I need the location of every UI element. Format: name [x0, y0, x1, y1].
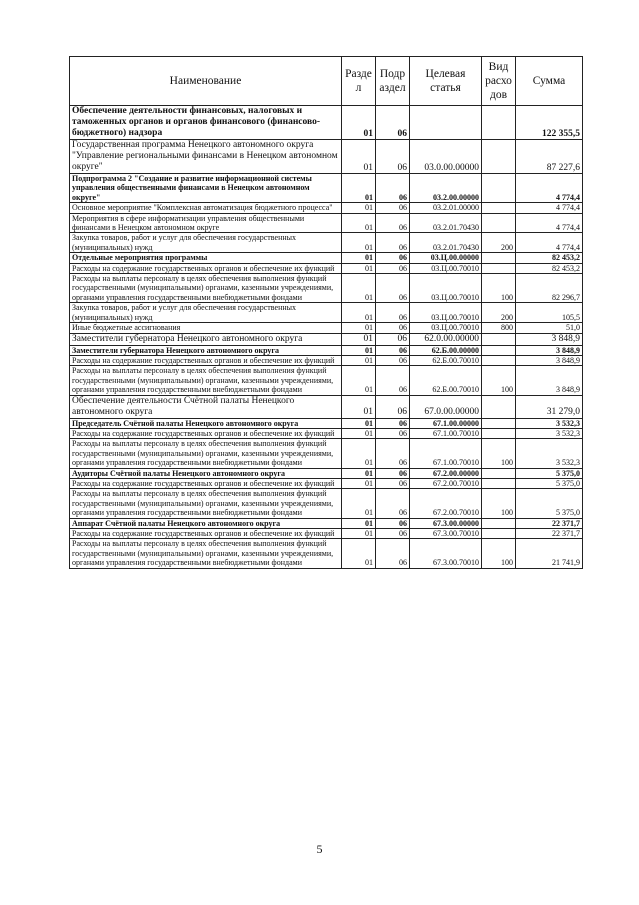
row-sum: 4 774,4 — [516, 213, 583, 233]
row-name: Аппарат Счётной палаты Ненецкого автономного округа — [70, 518, 342, 528]
row-sum: 82 453,2 — [516, 263, 583, 273]
row-section: 01 — [342, 263, 376, 273]
row-target: 67.2.00.00000 — [410, 468, 482, 478]
row-sum: 3 848,9 — [516, 355, 583, 365]
table-row — [70, 253, 583, 263]
page-number: 5 — [316, 842, 323, 856]
row-subsection: 06 — [376, 274, 410, 303]
table-row — [70, 203, 583, 213]
row-sum: 3 848,9 — [516, 366, 583, 395]
row-name: Председатель Счётной палаты Ненецкого автономного округа — [70, 418, 342, 428]
row-name: Мероприятия в сфере информатизации управления общественными финансами в Ненецком автономном округе — [70, 213, 342, 233]
header-sum: Сумма — [516, 57, 583, 106]
table-body — [70, 106, 583, 569]
row-section: 01 — [342, 274, 376, 303]
row-target: 03.2.01.70430 — [410, 233, 482, 253]
row-section: 01 — [342, 489, 376, 518]
row-name: Иные бюджетные ассигнования — [70, 323, 342, 333]
row-section: 01 — [342, 106, 376, 140]
row-name: Расходы на выплаты персоналу в целях обеспечения выполнения функций государственными (муниципальными) органами, казенными учреждениями, органами управления государственными внебюджетными фондами — [70, 366, 342, 395]
table-row — [70, 489, 583, 518]
row-kind — [482, 333, 516, 345]
row-kind — [482, 468, 516, 478]
row-sum: 4 774,4 — [516, 203, 583, 213]
row-section: 01 — [342, 366, 376, 395]
row-section: 01 — [342, 468, 376, 478]
row-sum: 5 375,0 — [516, 468, 583, 478]
row-target: 03.Ц.00.70010 — [410, 303, 482, 323]
row-subsection: 06 — [376, 439, 410, 468]
row-subsection: 06 — [376, 489, 410, 518]
header-row — [70, 57, 583, 106]
row-target: 03.Ц.00.00000 — [410, 253, 482, 263]
row-kind — [482, 345, 516, 355]
row-sum: 31 279,0 — [516, 395, 583, 418]
row-name: Аудиторы Счётной палаты Ненецкого автономного округа — [70, 468, 342, 478]
row-kind — [482, 263, 516, 273]
row-kind: 100 — [482, 366, 516, 395]
row-subsection: 06 — [376, 518, 410, 528]
row-subsection: 06 — [376, 263, 410, 273]
row-sum: 5 375,0 — [516, 489, 583, 518]
row-target: 67.3.00.70010 — [410, 539, 482, 568]
row-sum: 4 774,4 — [516, 174, 583, 203]
table-row — [70, 366, 583, 395]
row-subsection: 06 — [376, 428, 410, 438]
row-section: 01 — [342, 529, 376, 539]
row-kind: 100 — [482, 439, 516, 468]
row-subsection: 06 — [376, 106, 410, 140]
row-sum: 105,5 — [516, 303, 583, 323]
row-target: 67.1.00.00000 — [410, 418, 482, 428]
row-sum: 3 532,3 — [516, 439, 583, 468]
row-name: Заместители губернатора Ненецкого автономного округа — [70, 333, 342, 345]
row-target — [410, 106, 482, 140]
row-kind — [482, 478, 516, 488]
row-target: 67.1.00.70010 — [410, 439, 482, 468]
row-section: 01 — [342, 439, 376, 468]
row-target: 03.2.00.00000 — [410, 174, 482, 203]
row-section: 01 — [342, 253, 376, 263]
table-row — [70, 418, 583, 428]
row-section: 01 — [342, 428, 376, 438]
row-section: 01 — [342, 539, 376, 568]
row-name: Закупка товаров, работ и услуг для обеспечения государственных (муниципальных) нужд — [70, 233, 342, 253]
row-sum: 3 532,3 — [516, 428, 583, 438]
row-kind — [482, 529, 516, 539]
row-target: 67.1.00.70010 — [410, 428, 482, 438]
row-sum: 3 532,3 — [516, 418, 583, 428]
row-name: Обеспечение деятельности Счётной палаты Ненецкого автономного округа — [70, 395, 342, 418]
table-row — [70, 529, 583, 539]
table-row — [70, 303, 583, 323]
row-name: Подпрограмма 2 "Создание и развитие информационной системы управления общественными финансами в Ненецком автономном округе" — [70, 174, 342, 203]
row-kind: 100 — [482, 274, 516, 303]
table-row — [70, 333, 583, 345]
table-row — [70, 478, 583, 488]
row-section: 01 — [342, 333, 376, 345]
row-sum: 4 774,4 — [516, 233, 583, 253]
row-target: 62.Б.00.70010 — [410, 366, 482, 395]
row-section: 01 — [342, 213, 376, 233]
table-row — [70, 468, 583, 478]
row-subsection: 06 — [376, 529, 410, 539]
row-subsection: 06 — [376, 468, 410, 478]
row-kind — [482, 428, 516, 438]
row-sum: 22 371,7 — [516, 529, 583, 539]
table-row — [70, 355, 583, 365]
row-sum: 51,0 — [516, 323, 583, 333]
row-sum: 82 296,7 — [516, 274, 583, 303]
row-name: Расходы на содержание государственных органов и обеспечение их функций — [70, 263, 342, 273]
row-subsection: 06 — [376, 418, 410, 428]
row-name: Расходы на выплаты персоналу в целях обеспечения выполнения функций государственными (муниципальными) органами, казенными учреждениями, органами управления государственными внебюджетными фондами — [70, 539, 342, 568]
row-name: Отдельные мероприятия программы — [70, 253, 342, 263]
row-section: 01 — [342, 418, 376, 428]
row-kind — [482, 518, 516, 528]
row-section: 01 — [342, 345, 376, 355]
table-row — [70, 213, 583, 233]
row-name: Расходы на содержание государственных органов и обеспечение их функций — [70, 428, 342, 438]
table-row — [70, 274, 583, 303]
row-kind — [482, 253, 516, 263]
row-name: Заместители губернатора Ненецкого автономного округа — [70, 345, 342, 355]
row-subsection: 06 — [376, 303, 410, 323]
row-sum: 5 375,0 — [516, 478, 583, 488]
row-sum: 3 848,9 — [516, 345, 583, 355]
row-subsection: 06 — [376, 366, 410, 395]
row-name: Расходы на содержание государственных органов и обеспечение их функций — [70, 529, 342, 539]
row-name: Расходы на выплаты персоналу в целях обеспечения выполнения функций государственными (муниципальными) органами, казенными учреждениями, органами управления государственными внебюджетными фондами — [70, 439, 342, 468]
row-section: 01 — [342, 203, 376, 213]
row-subsection: 06 — [376, 213, 410, 233]
row-subsection: 06 — [376, 174, 410, 203]
row-name: Расходы на содержание государственных органов и обеспечение их функций — [70, 478, 342, 488]
row-section: 01 — [342, 303, 376, 323]
row-subsection: 06 — [376, 355, 410, 365]
row-subsection: 06 — [376, 233, 410, 253]
row-kind — [482, 355, 516, 365]
row-kind — [482, 140, 516, 174]
header-target: Целевая статья — [410, 57, 482, 106]
table-row — [70, 106, 583, 140]
header-section: Разде л — [342, 57, 376, 106]
row-target: 03.2.01.70430 — [410, 213, 482, 233]
row-target: 67.2.00.70010 — [410, 489, 482, 518]
row-target: 03.Ц.00.70010 — [410, 274, 482, 303]
row-target: 67.2.00.70010 — [410, 478, 482, 488]
row-section: 01 — [342, 478, 376, 488]
row-kind: 100 — [482, 489, 516, 518]
table-header — [70, 57, 583, 106]
row-sum: 87 227,6 — [516, 140, 583, 174]
row-target: 62.Б.00.70010 — [410, 355, 482, 365]
row-kind — [482, 174, 516, 203]
row-target: 62.0.00.00000 — [410, 333, 482, 345]
row-section: 01 — [342, 395, 376, 418]
table-row — [70, 518, 583, 528]
row-name: Расходы на выплаты персоналу в целях обеспечения выполнения функций государственными (муниципальными) органами, казенными учреждениями, органами управления государственными внебюджетными фондами — [70, 489, 342, 518]
row-target: 67.3.00.00000 — [410, 518, 482, 528]
row-name: Закупка товаров, работ и услуг для обеспечения государственных (муниципальных) нужд — [70, 303, 342, 323]
row-target: 03.Ц.00.70010 — [410, 323, 482, 333]
row-sum: 21 741,9 — [516, 539, 583, 568]
row-subsection: 06 — [376, 478, 410, 488]
row-name: Расходы на выплаты персоналу в целях обеспечения выполнения функций государственными (муниципальными) органами, казенными учреждениями, органами управления государственными внебюджетными фондами — [70, 274, 342, 303]
row-subsection: 06 — [376, 395, 410, 418]
row-subsection: 06 — [376, 253, 410, 263]
row-section: 01 — [342, 140, 376, 174]
table-row — [70, 263, 583, 273]
row-kind — [482, 213, 516, 233]
row-subsection: 06 — [376, 345, 410, 355]
table-row — [70, 174, 583, 203]
table-row — [70, 140, 583, 174]
row-target: 03.2.01.00000 — [410, 203, 482, 213]
row-section: 01 — [342, 355, 376, 365]
row-section: 01 — [342, 174, 376, 203]
row-target: 03.Ц.00.70010 — [410, 263, 482, 273]
table-row — [70, 395, 583, 418]
table-row — [70, 323, 583, 333]
row-sum: 122 355,5 — [516, 106, 583, 140]
row-name: Расходы на содержание государственных органов и обеспечение их функций — [70, 355, 342, 365]
row-subsection: 06 — [376, 203, 410, 213]
row-target: 03.0.00.00000 — [410, 140, 482, 174]
row-kind — [482, 418, 516, 428]
row-target: 67.3.00.70010 — [410, 529, 482, 539]
table-row — [70, 439, 583, 468]
row-target: 62.Б.00.00000 — [410, 345, 482, 355]
table-row — [70, 428, 583, 438]
row-subsection: 06 — [376, 539, 410, 568]
header-subsection: Подр аздел — [376, 57, 410, 106]
row-kind: 100 — [482, 539, 516, 568]
table-row — [70, 345, 583, 355]
row-kind: 800 — [482, 323, 516, 333]
row-section: 01 — [342, 323, 376, 333]
row-name: Основное мероприятие "Комплексная автоматизация бюджетного процесса" — [70, 203, 342, 213]
header-kind: Вид расхо дов — [482, 57, 516, 106]
row-target: 67.0.00.00000 — [410, 395, 482, 418]
row-kind: 200 — [482, 303, 516, 323]
row-kind: 200 — [482, 233, 516, 253]
table-row — [70, 539, 583, 568]
row-subsection: 06 — [376, 140, 410, 174]
row-sum: 22 371,7 — [516, 518, 583, 528]
budget-table — [69, 56, 583, 569]
row-name: Государственная программа Ненецкого автономного округа "Управление региональными финансами в Ненецком автономном округе" — [70, 140, 342, 174]
row-kind — [482, 106, 516, 140]
row-sum: 3 848,9 — [516, 333, 583, 345]
row-subsection: 06 — [376, 323, 410, 333]
table-row — [70, 233, 583, 253]
row-section: 01 — [342, 518, 376, 528]
row-sum: 82 453,2 — [516, 253, 583, 263]
row-kind — [482, 203, 516, 213]
row-subsection: 06 — [376, 333, 410, 345]
header-name: Наименование — [70, 57, 342, 106]
row-kind — [482, 395, 516, 418]
row-section: 01 — [342, 233, 376, 253]
row-name: Обеспечение деятельности финансовых, налоговых и таможенных органов и органов финансового (финансово-бюджетного) надзора — [70, 106, 342, 140]
